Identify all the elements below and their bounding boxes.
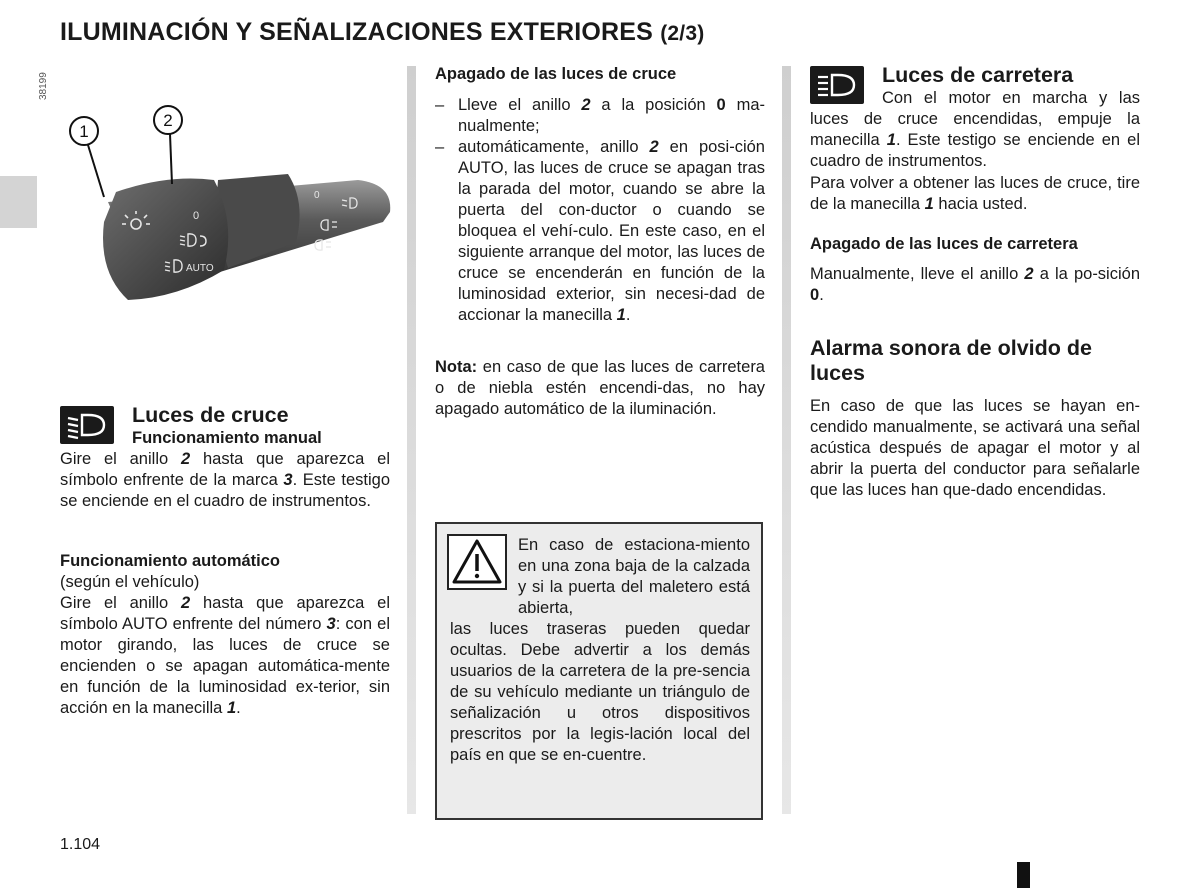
column-divider-left (407, 66, 416, 814)
lights-alarm-text: En caso de que las luces se hayan en-cendido manualmente, se activará una señal acústica después de apagar el motor y al abrir la puerta del conductor para señalarle que las luces han que-dado encendidas. (810, 397, 1140, 499)
callout-2-leader (170, 134, 172, 184)
ring-label-auto: AUTO (186, 263, 214, 274)
callout-1-label: 1 (79, 122, 89, 141)
manual-operation-subhead: Funcionamiento manual (132, 429, 322, 447)
column-divider-right (782, 66, 791, 814)
title-text: ILUMINACIÓN Y SEÑALIZACIONES EXTERIORES (60, 18, 654, 46)
list-item: – automáticamente, anillo 2 en posi-ción AUTO, las luces de cruce se apagan tras la parada del motor, cuando se abre la puerta del con-ductor o cuando se bloquea el vehí-culo. En este caso, en el siguiente arranque del motor, las luces de cruce se encenderán en función de la luminosidad exterior, sin necesi-dad de accionar la manecilla 1. (435, 137, 765, 326)
ring-2 (217, 174, 299, 268)
callout-2-label: 2 (163, 111, 173, 130)
high-beam-heading: Luces de carretera (882, 63, 1074, 87)
manual-operation-text: Gire el anillo 2 hasta que aparezca el símbolo enfrente de la marca 3. Este testigo se enciende en el cuadro de instrumentos. (60, 450, 391, 510)
page-edge-marker (1017, 862, 1030, 888)
section-tab-marker (0, 176, 37, 228)
high-beam-off-text: Manualmente, lleve el anillo 2 a la po-sición 0. (810, 265, 1140, 304)
warning-text-rest: las luces traseras pueden quedar ocultas. Debe advertir a los demás usuarios de la carretera de la pre-sencia de su vehículo mediante un triángulo de señalización u otros dispositivos prescritos por la legis-lación local del país en que se en-cuentre. (450, 620, 750, 764)
low-beam-off-list (435, 95, 765, 326)
warning-text-top: En caso de estaciona-miento en una zona baja de la calzada y si la puerta del maletero está abierta, (518, 536, 750, 617)
ring2-label-zero: 0 (314, 190, 320, 201)
note-paragraph: Nota: en caso de que las luces de carretera o de niebla estén encendi-das, no hay apagado automático de la iluminación. (435, 358, 765, 418)
lights-alarm-heading: Alarma sonora de olvido de luces (810, 336, 1092, 385)
low-beam-off-subhead: Apagado de las luces de cruce (435, 65, 677, 83)
warning-box (435, 522, 763, 820)
callout-1-leader (88, 145, 104, 197)
high-beam-return-text: Para volver a obtener las luces de cruce, tire de la manecilla 1 hacia usted. (810, 174, 1140, 213)
auto-operation-note: (según el vehículo) (60, 573, 200, 591)
figure-ref-number: 38199 (38, 72, 49, 100)
auto-operation-text: Gire el anillo 2 hasta que aparezca el símbolo AUTO enfrente del número 3: con el motor girando, las luces de cruce se encienden o se apagan automática-mente en función de la luminosidad ex-terior, sin acción en la manecilla 1. (60, 594, 390, 717)
low-beam-heading: Luces de cruce (132, 403, 289, 427)
high-beam-text: Con el motor en marcha y las luces de cruce encendidas, empuje la manecilla 1. Este testigo se enciende en el cuadro de instrumentos. (810, 89, 1140, 170)
low-beam-icon (60, 406, 114, 444)
title-page-fraction: (2/3) (660, 22, 705, 45)
page-title (60, 18, 704, 47)
auto-operation-subhead: Funcionamiento automático (60, 552, 281, 570)
page-number: 1.104 (60, 836, 101, 853)
ring-label-zero: 0 (193, 210, 200, 222)
stalk-knob (103, 179, 228, 301)
light-stalk-figure (38, 62, 400, 332)
warning-triangle-icon (447, 534, 507, 590)
list-item: – Lleve el anillo 2 a la posición 0 ma-nualmente; (435, 95, 765, 137)
high-beam-off-subhead: Apagado de las luces de carretera (810, 235, 1078, 253)
